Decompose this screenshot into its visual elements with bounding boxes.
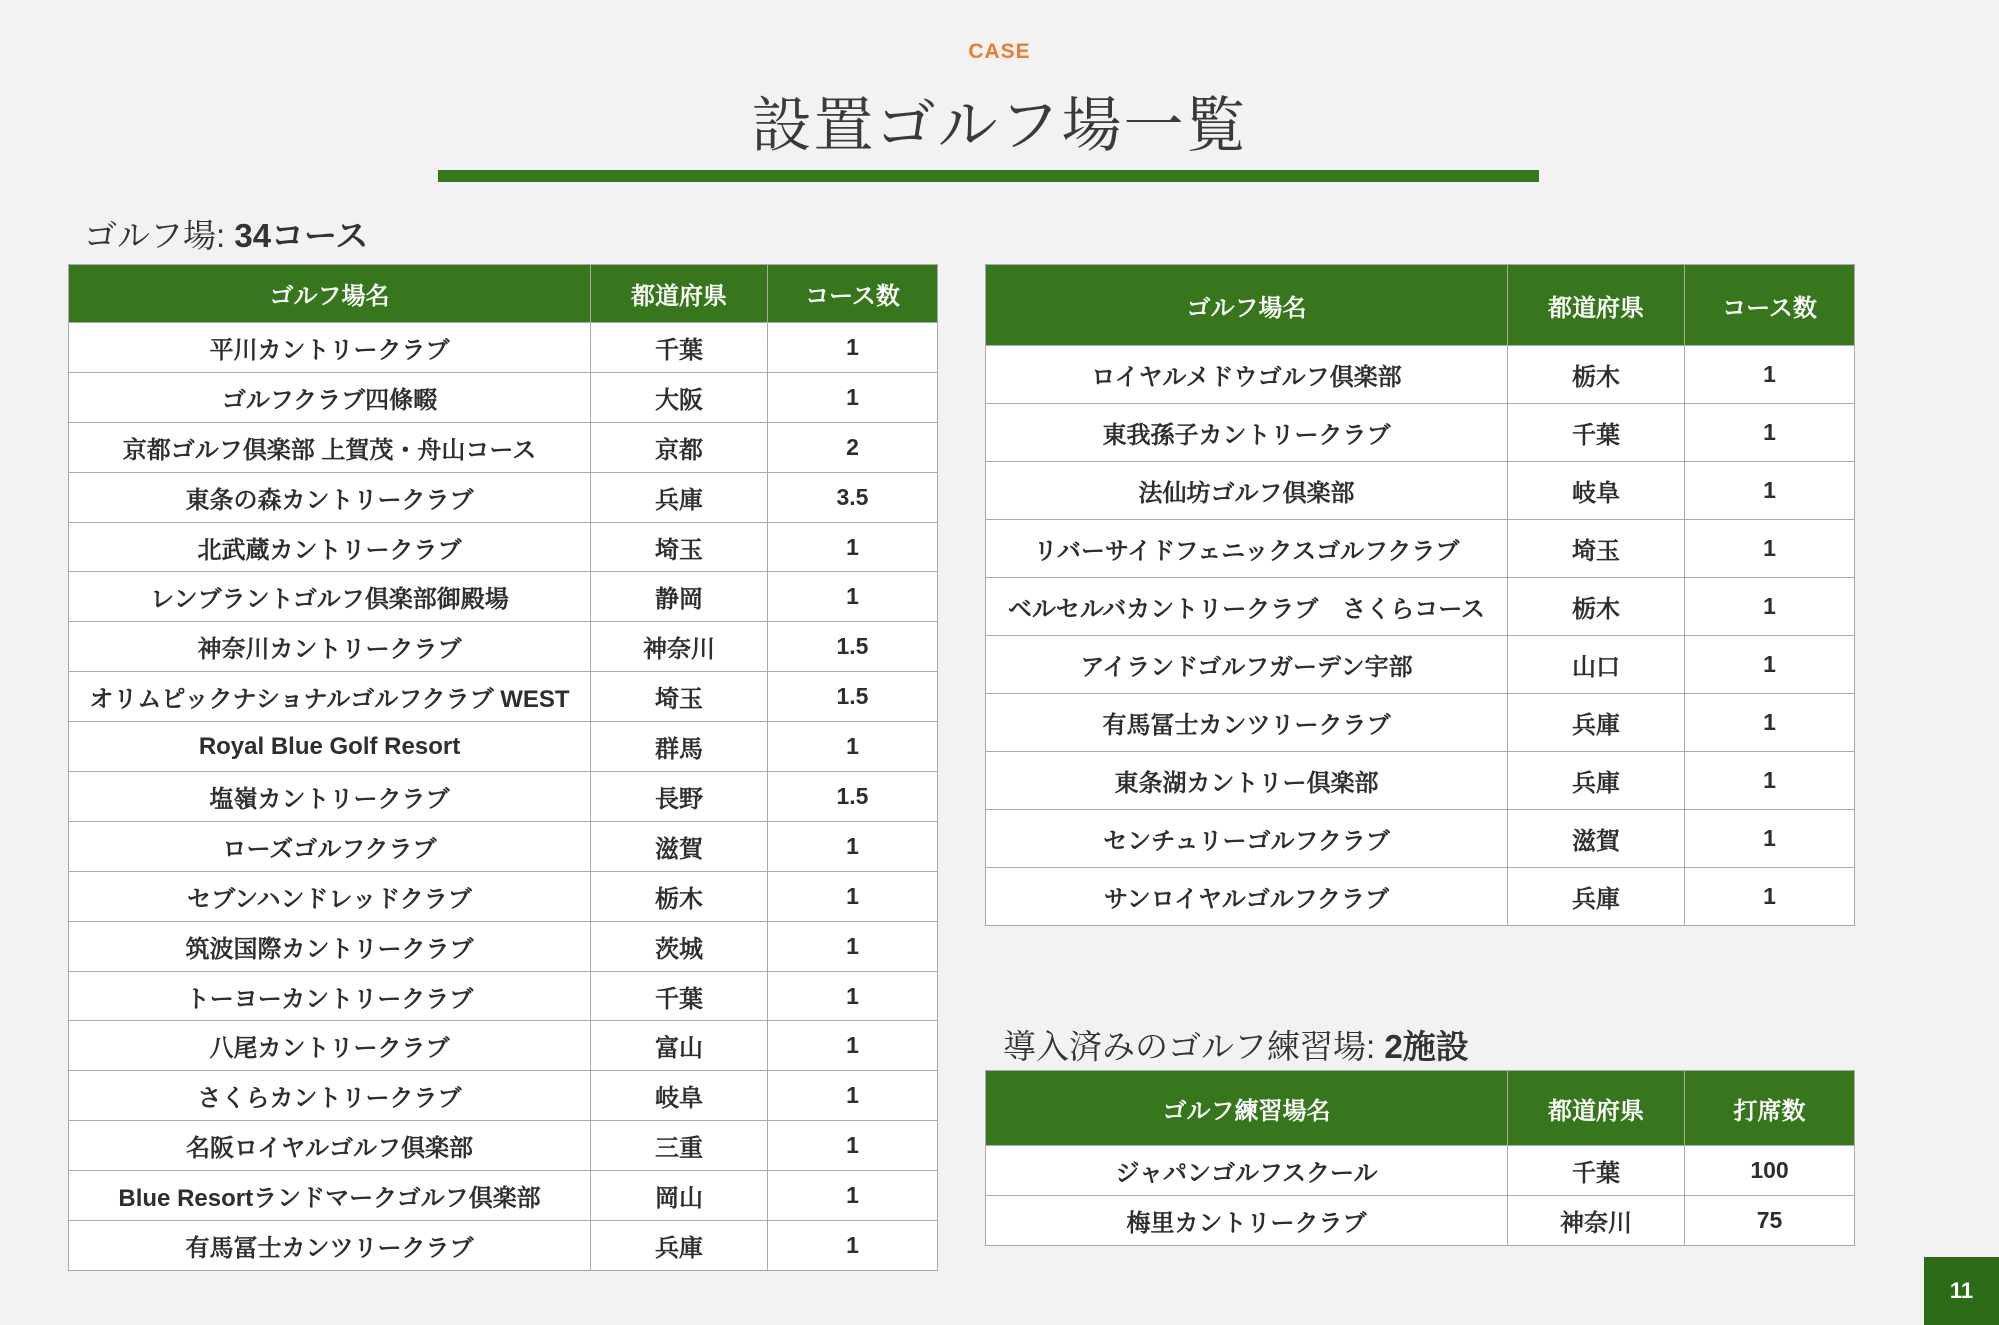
- golf-course-name-cell: レンブラントゴルフ倶楽部御殿場: [69, 572, 591, 622]
- course-count-cell: 1: [768, 522, 938, 572]
- table-row: [69, 921, 938, 971]
- prefecture-cell: 滋賀: [591, 821, 768, 871]
- golf-course-name-cell: サンロイヤルゴルフクラブ: [986, 868, 1508, 926]
- table-row: [69, 1121, 938, 1171]
- table-row: [69, 1071, 938, 1121]
- table-row: [69, 821, 938, 871]
- column-header-golf-course-name: ゴルフ場名: [986, 265, 1508, 346]
- golf-course-table-right: [985, 264, 1855, 926]
- column-header-prefecture: 都道府県: [591, 265, 768, 323]
- course-count-cell: 1: [1685, 810, 1855, 868]
- course-count-cell: 1: [1685, 578, 1855, 636]
- prefecture-cell: 神奈川: [1508, 1196, 1685, 1246]
- bay-count-cell: 75: [1685, 1196, 1855, 1246]
- prefecture-cell: 岐阜: [591, 1071, 768, 1121]
- course-count-cell: 1: [768, 722, 938, 772]
- prefecture-cell: 栃木: [1508, 578, 1685, 636]
- golf-course-name-cell: 東条の森カントリークラブ: [69, 472, 591, 522]
- golf-course-name-cell: リバーサイドフェニックスゴルフクラブ: [986, 520, 1508, 578]
- table-row: [986, 462, 1855, 520]
- prefecture-cell: 岐阜: [1508, 462, 1685, 520]
- practice-range-name-cell: 梅里カントリークラブ: [986, 1196, 1508, 1246]
- golf-courses-heading-count: 34コース: [234, 217, 369, 254]
- column-header-course-count: コース数: [1685, 265, 1855, 346]
- table-row: [69, 971, 938, 1021]
- table-row: [69, 422, 938, 472]
- prefecture-cell: 埼玉: [591, 522, 768, 572]
- table-row: [986, 1196, 1855, 1246]
- table-row: [69, 1171, 938, 1221]
- course-count-cell: 1.5: [768, 772, 938, 822]
- page-number: 11: [1924, 1257, 1999, 1325]
- title-divider: [438, 170, 1539, 182]
- course-count-cell: 1: [768, 871, 938, 921]
- column-header-practice-range-name: ゴルフ練習場名: [986, 1071, 1508, 1146]
- golf-course-name-cell: 法仙坊ゴルフ倶楽部: [986, 462, 1508, 520]
- course-count-cell: 1: [768, 323, 938, 373]
- prefecture-cell: 兵庫: [1508, 752, 1685, 810]
- prefecture-cell: 三重: [591, 1121, 768, 1171]
- golf-course-name-cell: ロイヤルメドウゴルフ倶楽部: [986, 346, 1508, 404]
- practice-range-table: [985, 1070, 1855, 1246]
- table-row: [69, 871, 938, 921]
- prefecture-cell: 千葉: [591, 323, 768, 373]
- prefecture-cell: 千葉: [591, 971, 768, 1021]
- golf-course-name-cell: センチュリーゴルフクラブ: [986, 810, 1508, 868]
- table-row: [986, 520, 1855, 578]
- course-count-cell: 1: [1685, 636, 1855, 694]
- course-count-cell: 1: [768, 971, 938, 1021]
- table-row: [986, 636, 1855, 694]
- table-row: [69, 572, 938, 622]
- prefecture-cell: 群馬: [591, 722, 768, 772]
- table-row: [69, 672, 938, 722]
- table-header-row: [69, 265, 938, 323]
- column-header-prefecture: 都道府県: [1508, 265, 1685, 346]
- golf-course-table-left: [68, 264, 938, 1271]
- course-count-cell: 1: [1685, 346, 1855, 404]
- practice-range-name-cell: ジャパンゴルフスクール: [986, 1146, 1508, 1196]
- prefecture-cell: 長野: [591, 772, 768, 822]
- prefecture-cell: 千葉: [1508, 1146, 1685, 1196]
- case-label: CASE: [968, 40, 1031, 63]
- course-count-cell: 1: [768, 821, 938, 871]
- course-count-cell: 1.5: [768, 622, 938, 672]
- prefecture-cell: 兵庫: [591, 472, 768, 522]
- table-header-row: [986, 1071, 1855, 1146]
- prefecture-cell: 兵庫: [1508, 694, 1685, 752]
- prefecture-cell: 山口: [1508, 636, 1685, 694]
- golf-course-name-cell: オリムピックナショナルゴルフクラブ WEST: [69, 672, 591, 722]
- table-row: [986, 404, 1855, 462]
- table-row: [986, 346, 1855, 404]
- golf-course-name-cell: アイランドゴルフガーデン宇部: [986, 636, 1508, 694]
- golf-course-name-cell: 有馬冨士カンツリークラブ: [986, 694, 1508, 752]
- course-count-cell: 1: [768, 1221, 938, 1271]
- prefecture-cell: 茨城: [591, 921, 768, 971]
- course-count-cell: 1.5: [768, 672, 938, 722]
- golf-course-name-cell: ローズゴルフクラブ: [69, 821, 591, 871]
- prefecture-cell: 千葉: [1508, 404, 1685, 462]
- golf-course-name-cell: さくらカントリークラブ: [69, 1071, 591, 1121]
- golf-course-name-cell: 有馬冨士カンツリークラブ: [69, 1221, 591, 1271]
- golf-course-name-cell: 名阪ロイヤルゴルフ倶楽部: [69, 1121, 591, 1171]
- course-count-cell: 1: [1685, 520, 1855, 578]
- table-row: [69, 522, 938, 572]
- golf-course-name-cell: 八尾カントリークラブ: [69, 1021, 591, 1071]
- prefecture-cell: 神奈川: [591, 622, 768, 672]
- course-count-cell: 2: [768, 422, 938, 472]
- table-row: [69, 772, 938, 822]
- golf-course-name-cell: 神奈川カントリークラブ: [69, 622, 591, 672]
- column-header-golf-course-name: ゴルフ場名: [69, 265, 591, 323]
- course-count-cell: 1: [768, 1021, 938, 1071]
- table-row: [69, 1221, 938, 1271]
- golf-course-name-cell: 東我孫子カントリークラブ: [986, 404, 1508, 462]
- golf-course-name-cell: トーヨーカントリークラブ: [69, 971, 591, 1021]
- page-title: 設置ゴルフ場一覧: [751, 92, 1248, 159]
- table-header-row: [986, 265, 1855, 346]
- course-count-cell: 1: [768, 572, 938, 622]
- table-row: [986, 1146, 1855, 1196]
- column-header-bay-count: 打席数: [1685, 1071, 1855, 1146]
- prefecture-cell: 兵庫: [1508, 868, 1685, 926]
- course-count-cell: 1: [1685, 694, 1855, 752]
- golf-courses-heading-label: ゴルフ場:: [84, 217, 226, 254]
- practice-ranges-heading-count: 2施設: [1384, 1028, 1469, 1065]
- table-row: [986, 752, 1855, 810]
- prefecture-cell: 静岡: [591, 572, 768, 622]
- table-row: [986, 810, 1855, 868]
- practice-ranges-heading-label: 導入済みのゴルフ練習場:: [1003, 1028, 1376, 1065]
- prefecture-cell: 富山: [591, 1021, 768, 1071]
- golf-course-name-cell: ベルセルバカントリークラブ さくらコース: [986, 578, 1508, 636]
- column-header-prefecture: 都道府県: [1508, 1071, 1685, 1146]
- practice-ranges-heading: [1003, 1021, 1469, 1068]
- golf-course-name-cell: 京都ゴルフ倶楽部 上賀茂・舟山コース: [69, 422, 591, 472]
- prefecture-cell: 岡山: [591, 1171, 768, 1221]
- course-count-cell: 1: [768, 921, 938, 971]
- table-row: [986, 868, 1855, 926]
- prefecture-cell: 京都: [591, 422, 768, 472]
- column-header-course-count: コース数: [768, 265, 938, 323]
- table-row: [69, 622, 938, 672]
- golf-course-name-cell: セブンハンドレッドクラブ: [69, 871, 591, 921]
- course-count-cell: 1: [768, 372, 938, 422]
- course-count-cell: 1: [768, 1171, 938, 1221]
- golf-course-name-cell: 平川カントリークラブ: [69, 323, 591, 373]
- course-count-cell: 1: [1685, 404, 1855, 462]
- table-row: [69, 372, 938, 422]
- course-count-cell: 1: [1685, 868, 1855, 926]
- prefecture-cell: 埼玉: [591, 672, 768, 722]
- golf-course-name-cell: ゴルフクラブ四條畷: [69, 372, 591, 422]
- course-count-cell: 1: [1685, 752, 1855, 810]
- golf-course-name-cell: 北武蔵カントリークラブ: [69, 522, 591, 572]
- prefecture-cell: 兵庫: [591, 1221, 768, 1271]
- prefecture-cell: 栃木: [591, 871, 768, 921]
- table-row: [986, 578, 1855, 636]
- course-count-cell: 1: [768, 1121, 938, 1171]
- course-count-cell: 1: [1685, 462, 1855, 520]
- golf-courses-heading: [84, 210, 368, 257]
- course-count-cell: 3.5: [768, 472, 938, 522]
- prefecture-cell: 大阪: [591, 372, 768, 422]
- table-row: [69, 472, 938, 522]
- golf-course-name-cell: 筑波国際カントリークラブ: [69, 921, 591, 971]
- golf-course-name-cell: Royal Blue Golf Resort: [69, 722, 591, 772]
- table-row: [69, 722, 938, 772]
- prefecture-cell: 埼玉: [1508, 520, 1685, 578]
- table-row: [986, 694, 1855, 752]
- prefecture-cell: 栃木: [1508, 346, 1685, 404]
- golf-course-name-cell: 東条湖カントリー倶楽部: [986, 752, 1508, 810]
- table-row: [69, 1021, 938, 1071]
- golf-course-name-cell: 塩嶺カントリークラブ: [69, 772, 591, 822]
- course-count-cell: 1: [768, 1071, 938, 1121]
- golf-course-name-cell: Blue Resortランドマークゴルフ倶楽部: [69, 1171, 591, 1221]
- table-row: [69, 323, 938, 373]
- prefecture-cell: 滋賀: [1508, 810, 1685, 868]
- bay-count-cell: 100: [1685, 1146, 1855, 1196]
